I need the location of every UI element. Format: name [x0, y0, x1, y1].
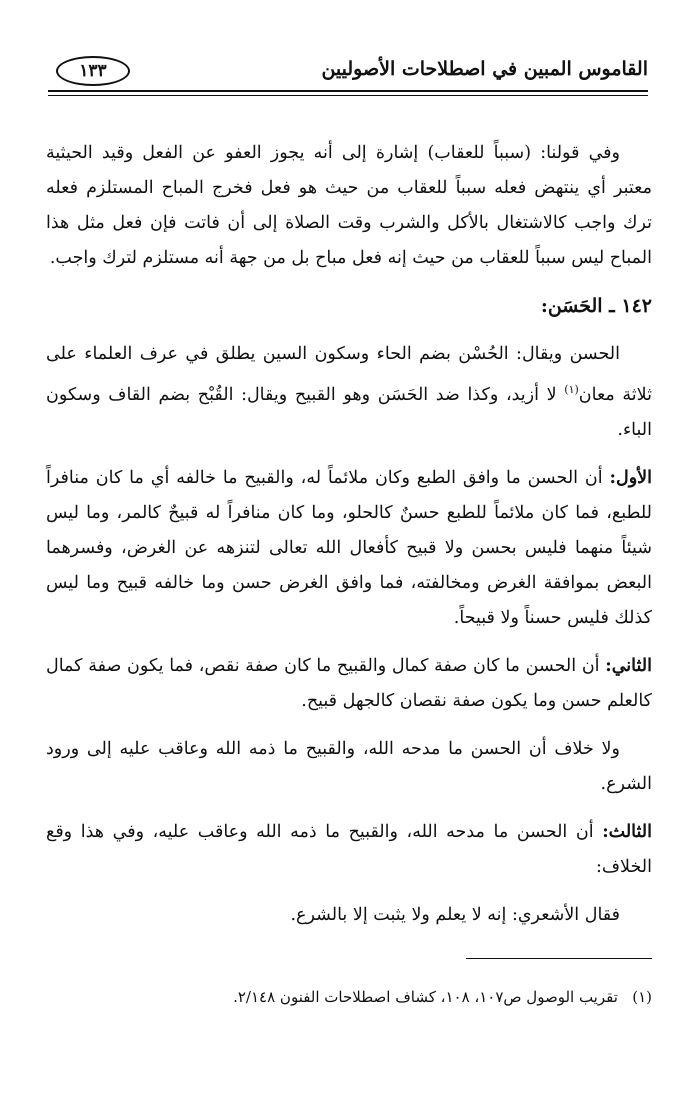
paragraph-definition: [46, 337, 652, 448]
paragraph-ashari: فقال الأشعري: إنه لا يعلم ولا يثبت إلا بالشرع.: [290, 904, 620, 925]
footnote: [46, 984, 652, 1010]
page-body: [46, 136, 652, 946]
third-meaning-label: الثالث:: [602, 821, 652, 842]
page-number: ١٣٣: [79, 61, 107, 81]
footnote-marker: (١): [632, 988, 652, 1006]
second-meaning-text: أن الحسن ما كان صفة كمال والقبيح ما كان صفة نقص، فما يكون صفة كمال كالعلم حسن وما يكون صفة نقصان كالجهل قبيح.: [46, 655, 652, 711]
footnote-reference[interactable]: (١): [564, 383, 579, 396]
third-meaning-text: أن الحسن ما مدحه الله، والقبيح ما ذمه الله وعاقب عليه، وفي هذا وقع الخلاف:: [46, 821, 652, 877]
footnote-separator: [466, 958, 652, 959]
footnote-text: تقريب الوصول ص١٠٧، ١٠٨، كشاف اصطلاحات الفنون ٢/١٤٨.: [233, 988, 618, 1006]
paragraph-sabab: وفي قولنا: (سبباً للعقاب) إشارة إلى أنه يجوز العفو عن الفعل وقيد الحيثية معتبر أي ينتهض فعله سبباً للعقاب من حيث هو فعل فخرج المباح المستلزم فعله ترك واجب كالاشتغال بالأكل والشرب وقت الصلاة إلى أن فاتت فإن فعل مثل هذا المباح ليس سبباً للعقاب من حيث إنه فعل مباح بل من جهة أنه مستلزم لترك واجب.: [46, 143, 652, 268]
paragraph-no-dispute: ولا خلاف أن الحسن ما مدحه الله، والقبيح ما ذمه الله وعاقب عليه إلى ورود الشرع.: [46, 738, 652, 794]
page-header: [48, 52, 648, 98]
second-meaning-label: الثاني:: [605, 655, 652, 676]
paragraph-third-meaning: [46, 815, 652, 885]
paragraph-definition-text-1: الحسن ويقال: الحُسْن بضم الحاء وسكون السين يطلق في عرف العلماء على ثلاثة معان: [46, 344, 652, 405]
page-number-badge: [56, 56, 130, 86]
header-rule-thin: [48, 95, 648, 96]
header-rule: [48, 90, 648, 92]
paragraph-second-meaning: [46, 649, 652, 719]
paragraph-definition-text-2: لا أزيد، وكذا ضد الحَسَن وهو القبيح ويقال: القُبْح بضم القاف وسكون الباء.: [46, 384, 652, 440]
first-meaning-label: الأول:: [609, 467, 652, 488]
running-title: القاموس المبين في اصطلاحات الأصوليين: [321, 58, 648, 80]
first-meaning-text: أن الحسن ما وافق الطبع وكان ملائماً له، والقبيح ما خالفه أي ما كان منافراً للطبع، فما كان ملائماً للطبع حسنٌ كالحلو، وما كان منافراً له قبيحٌ كالمر، وما ليس شيئاً منهما فليس بحسن ولا قبيح كأفعال الله تعالى لتنزهه عن الغرض، وفسرهما البعض بموافقة الغرض ومخالفته، فما وافق الغرض حسن وما خالفه قبيح وما ليس كذلك فليس حسناً ولا قبيحاً.: [46, 467, 652, 628]
entry-heading-hasan: ١٤٢ ـ الحَسَن:: [540, 295, 652, 317]
paragraph-first-meaning: [46, 461, 652, 636]
